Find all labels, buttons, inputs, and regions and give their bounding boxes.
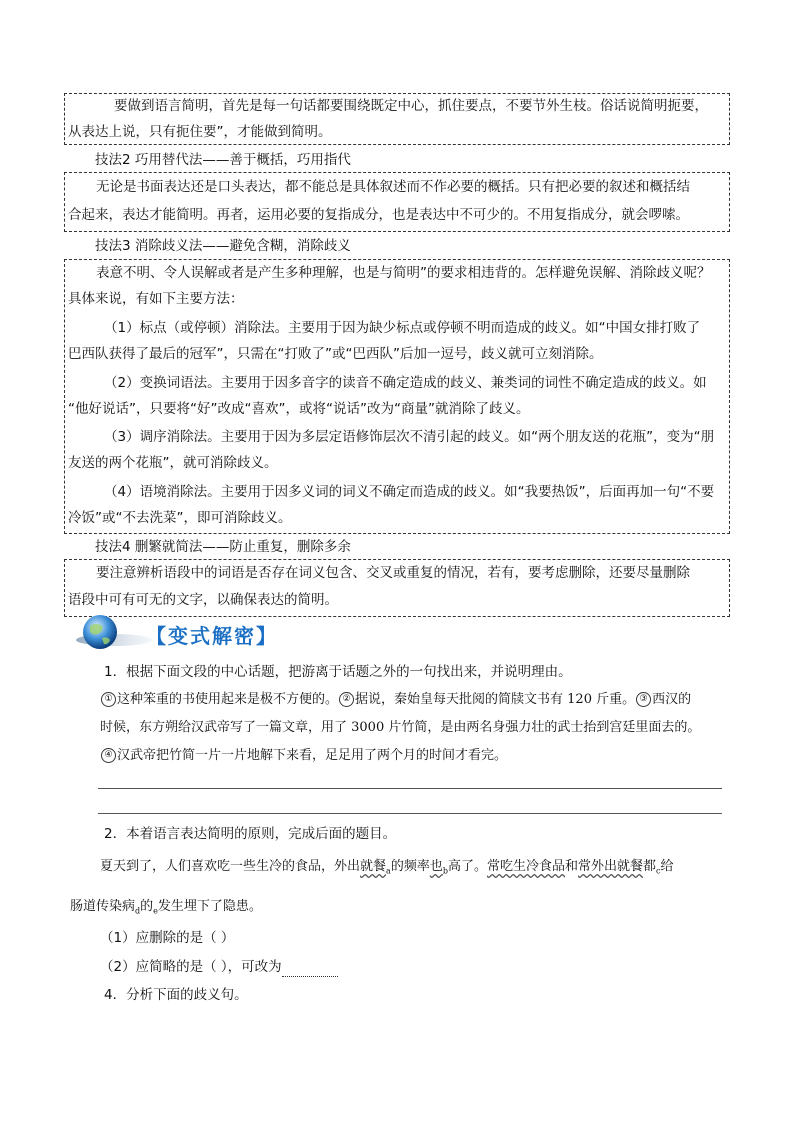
sentence-2: 据说，秦始皇每天批阅的简牍文书有 120 斤重。 bbox=[355, 692, 636, 707]
answer-line-2[interactable] bbox=[98, 813, 722, 814]
question-1-prompt: 1．根据下面文段的中心话题，把游离于话题之外的一句找出来，并说明理由。 bbox=[104, 664, 572, 680]
technique-3-heading: 技法3 消除歧义法——避免含糊，消除歧义 bbox=[95, 238, 351, 254]
mark-b: b bbox=[442, 866, 448, 876]
method-1-line1: （1）标点（或停顿）消除法。主要用于因为缺少标点或停顿不明而造成的歧义。如“中国女排打败了 bbox=[104, 320, 701, 336]
underlined-eating-cold: 常吃生冷食品 bbox=[486, 859, 565, 874]
mark-c: c bbox=[656, 866, 661, 876]
passage-text: 的 bbox=[140, 899, 154, 914]
section-title: 【变式解密】 bbox=[146, 624, 278, 648]
answer-blank[interactable] bbox=[282, 962, 338, 977]
circled-1: ① bbox=[101, 692, 116, 707]
passage-text: 都 bbox=[643, 859, 657, 874]
mark-e: e bbox=[153, 906, 158, 916]
box2-line1: 无论是书面表达还是口头表达，都不能总是具体叙述而不作必要的概括。只有把必要的叙述和概括结 bbox=[96, 179, 690, 195]
sub-question-2-text: （2）应简略的是（ ），可改为 bbox=[100, 959, 282, 975]
mark-d: d bbox=[135, 906, 141, 916]
method-4-line2: 冷饭”或“不去洗菜”，即可消除歧义。 bbox=[68, 510, 292, 526]
method-2-line2: “他好说话”，只要将“好”改成“喜欢”，或将“说话”改为“商量”就消除了歧义。 bbox=[68, 401, 530, 417]
sub-question-2 bbox=[100, 957, 338, 977]
sub-question-1: （1）应删除的是（ ） bbox=[100, 930, 235, 946]
box3-line2: 具体来说，有如下主要方法： bbox=[68, 291, 244, 307]
underlined-also: 也 bbox=[429, 859, 443, 874]
question-1-passage-line3 bbox=[100, 746, 507, 766]
passage-text: 高了。 bbox=[447, 859, 487, 874]
method-2-line1: （2）变换词语法。主要用于因多音字的读音不确定造成的歧义、兼类词的词性不确定造成的歧义。如 bbox=[104, 375, 707, 391]
sentence-3-start: 西汉的 bbox=[652, 692, 692, 707]
method-3-line1: （3）调序消除法。主要用于因为多层定语修饰层次不清引起的歧义。如“两个朋友送的花瓶”，变为“朋 bbox=[104, 429, 715, 445]
box3-line1: 表意不明、令人误解或者是产生多种理解，也是与简明”的要求相违背的。怎样避免误解、消除歧义呢？ bbox=[96, 265, 711, 281]
question-1-passage-line1 bbox=[100, 690, 691, 710]
question-2-passage-line2 bbox=[70, 897, 262, 922]
question-1-passage-line2: 时候，东方朔给汉武帝写了一篇文章，用了 3000 片竹简，是由两名身强力壮的武士抬到宫廷里面去的。 bbox=[100, 720, 701, 735]
sentence-4: 汉武帝把竹简一片一片地解下来看，足足用了两个月的时间才看完。 bbox=[117, 748, 508, 763]
circled-4: ④ bbox=[101, 748, 116, 763]
box2-line2: 合起来，表达才能简明。再者，运用必要的复指成分，也是表达中不可少的。不用复指成分，就会啰嗦。 bbox=[68, 207, 689, 223]
method-4-line1: （4）语境消除法。主要用于因多义词的词义不确定而造成的歧义。如“我要热饭”，后面再加一句“不要 bbox=[104, 484, 715, 500]
mark-a: a bbox=[386, 866, 391, 876]
question-2-passage-line1 bbox=[100, 857, 674, 882]
passage-text: 给 bbox=[660, 859, 674, 874]
passage-text: 肠道传染病 bbox=[70, 899, 136, 914]
passage-text: 的频率 bbox=[390, 859, 430, 874]
passage-text: 夏天到了，人们喜欢吃一些生冷的食品，外出 bbox=[100, 859, 361, 874]
globe-icon bbox=[74, 610, 152, 656]
question-4-prompt: 4．分析下面的歧义句。 bbox=[104, 987, 248, 1003]
answer-line-1[interactable] bbox=[98, 788, 722, 789]
box1-line1: 要做到语言简明，首先是每一句话都要围绕既定中心，抓住要点，不要节外生枝。俗话说简明扼要， bbox=[114, 98, 708, 114]
passage-text: 发生埋下了隐患。 bbox=[157, 899, 262, 914]
circled-3: ③ bbox=[636, 692, 651, 707]
question-2-prompt: 2．本着语言表达简明的原则，完成后面的题目。 bbox=[104, 826, 397, 842]
method-3-line2: 友送的两个花瓶”，就可消除歧义。 bbox=[68, 455, 278, 471]
technique-2-heading: 技法2 巧用替代法——善于概括，巧用指代 bbox=[95, 152, 351, 168]
box1-line2: 从表达上说，只有扼住要”，才能做到简明。 bbox=[68, 124, 332, 140]
technique-4-heading: 技法4 删繁就简法——防止重复，删除多余 bbox=[95, 539, 351, 555]
passage-text: 和 bbox=[565, 859, 579, 874]
method-1-line2: 巴西队获得了最后的冠军”，只需在“打败了”或“巴西队”后加一逗号，歧义就可立刻消除。 bbox=[68, 346, 603, 362]
sentence-1: 这种笨重的书使用起来是极不方便的。 bbox=[117, 692, 339, 707]
box4-line1: 要注意辨析语段中的词语是否存在词义包含、交叉或重复的情况，若有，要考虑删除，还要尽量删除 bbox=[96, 565, 690, 581]
circled-2: ② bbox=[339, 692, 354, 707]
underlined-eating-out: 常外出就餐 bbox=[578, 859, 644, 874]
underlined-dining: 就餐 bbox=[360, 859, 387, 874]
box4-line2: 语段中可有可无的文字，以确保表达的简明。 bbox=[68, 592, 338, 608]
